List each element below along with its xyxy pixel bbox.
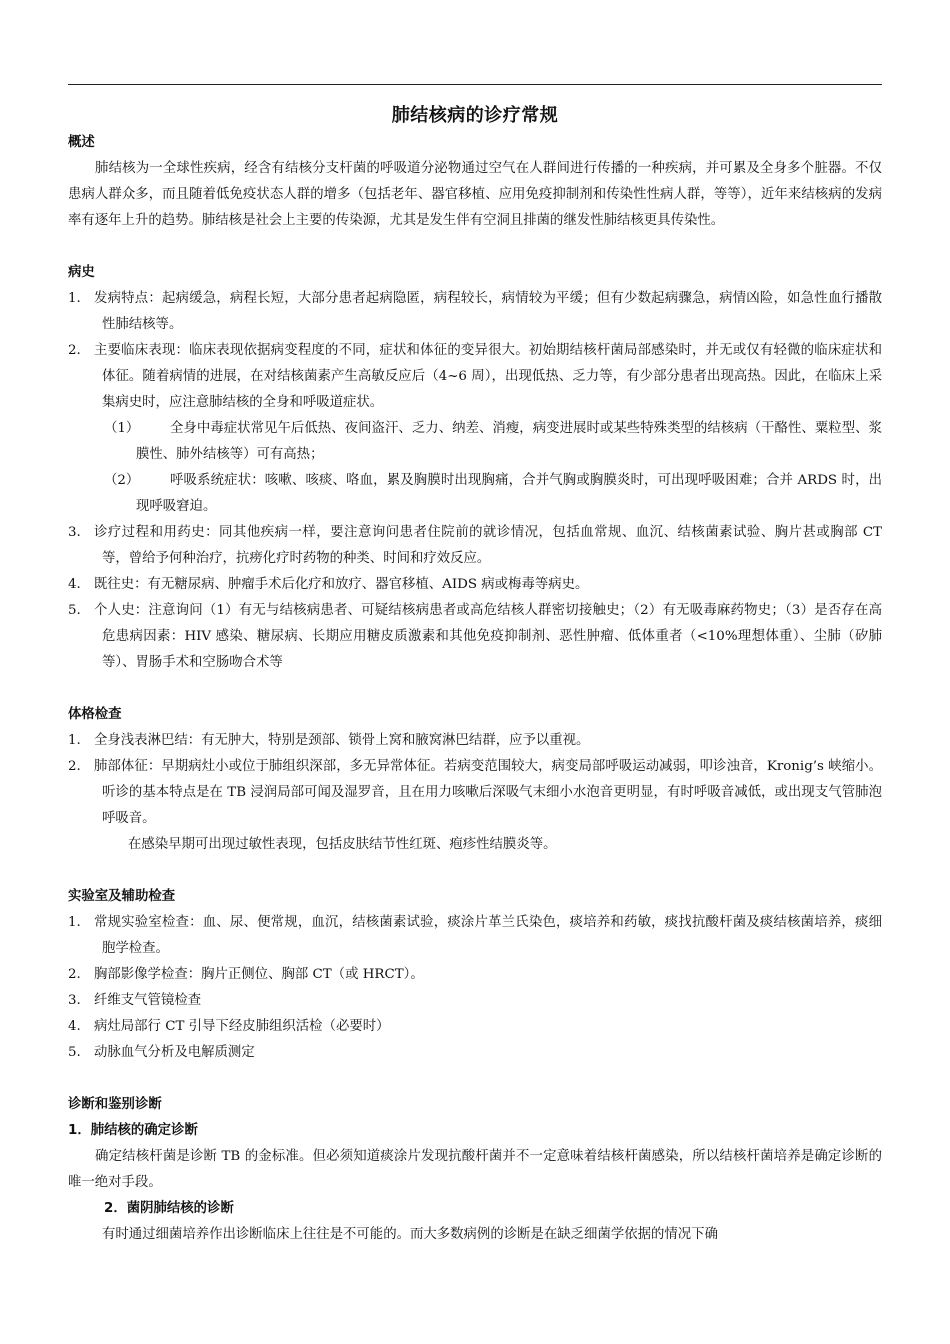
sub-list-item-text: 呼吸系统症状：咳嗽、咳痰、咯血，累及胸膜时出现胸痛，合并气胸或胸膜炎时，可出现呼吸困难；合并 ARDS 时，出现呼吸窘迫。 [136, 473, 882, 514]
smear-negative-paragraph: 有时通过细菌培养作出诊断临床上往往是不可能的。而大多数病例的诊断是在缺乏细菌学依据的情况下确 [102, 1227, 718, 1242]
sub-list-item [68, 416, 882, 468]
section-heading-diagnosis: 诊断和鉴别诊断 [68, 1097, 162, 1112]
list-item [68, 520, 882, 572]
overview-paragraph: 肺结核为一全球性疾病，经含有结核分支杆菌的呼吸道分泌物通过空气在人群间进行传播的一种疾病，并可累及全身多个脏器。不仅患病人群众多，而且随着低免疫状态人群的增多（包括老年、器官移植、应用免疫抑制剂和传染性性病人群，等等），近年来结核病的发病率有逐年上升的趋势。肺结核是社会上主要的传染源，尤其是发生伴有空洞且排菌的继发性肺结核更具传染性。 [68, 161, 882, 228]
list-item-number: 2. [68, 759, 81, 774]
list-item-text: 主要临床表现：临床表现依据病变程度的不同，症状和体征的变异很大。初始期结核杆菌局部感染时，并无或仅有轻微的临床症状和体征。随着病情的进展，在对结核菌素产生高敏反应后（4~6 周），出现低热、乏力等，有少部分患者出现高热。因此，在临床上采集病史时，应注意肺结核的全身和呼吸道症状。 [94, 343, 882, 410]
list-item-text: 肺部体征：早期病灶小或位于肺组织深部，多无异常体征。若病变范围较大，病变局部呼吸运动减弱，叩诊浊音，Kronig’s 峡缩小。听诊的基本特点是在 TB 浸润局部可闻及湿罗音，且在用力咳嗽后深吸气末细小水泡音更明显，有时呼吸音减低，或出现支气管肺泡呼吸音。 [94, 759, 882, 826]
section-heading-overview: 概述 [68, 135, 95, 150]
list-item-number: 4. [68, 1019, 81, 1034]
list-item-number: 2. [68, 343, 81, 358]
list-item-number: 2. [68, 967, 81, 982]
section-heading-physical-exam: 体格检查 [68, 707, 122, 722]
list-item-text: 发病特点：起病缓急，病程长短，大部分患者起病隐匿，病程较长，病情较为平缓；但有少数起病骤急，病情凶险，如急性血行播散性肺结核等。 [94, 291, 882, 332]
list-item [68, 728, 882, 754]
physical-exam-note: 在感染早期可出现过敏性表现，包括皮肤结节性红斑、疱疹性结膜炎等。 [128, 837, 557, 852]
list-item-number: 3. [68, 993, 81, 1008]
list-item-text: 既往史：有无糖尿病、肿瘤手术后化疗和放疗、器官移植、AIDS 病或梅毒等病史。 [94, 577, 589, 592]
list-item-number: 5. [68, 603, 81, 618]
list-item-number: 1. [68, 733, 81, 748]
list-item [68, 910, 882, 962]
list-item [68, 1014, 882, 1040]
subsection-heading-smear-negative: 2．菌阴肺结核的诊断 [104, 1201, 234, 1216]
section-heading-history: 病史 [68, 265, 95, 280]
list-item-text: 胸部影像学检查：胸片正侧位、胸部 CT（或 HRCT）。 [94, 967, 424, 982]
sub-list-item-number: （1） [104, 421, 140, 436]
list-item-text: 病灶局部行 CT 引导下经皮肺组织活检（必要时） [94, 1019, 390, 1034]
list-item-number: 4. [68, 577, 81, 592]
list-item-number: 1. [68, 291, 81, 306]
definite-diagnosis-paragraph: 确定结核杆菌是诊断 TB 的金标准。但必须知道痰涂片发现抗酸杆菌并不一定意味着结核杆菌感染，所以结核杆菌培养是确定诊断的唯一绝对手段。 [68, 1149, 882, 1190]
list-item [68, 1040, 882, 1066]
list-item-number: 3. [68, 525, 81, 540]
list-item-number: 1. [68, 915, 81, 930]
list-item [68, 598, 882, 676]
list-item [68, 286, 882, 338]
document-body [68, 130, 882, 1248]
list-item-text: 诊疗过程和用药史：同其他疾病一样，要注意询问患者住院前的就诊情况，包括血常规、血沉、结核菌素试验、胸片甚或胸部 CT 等，曾给予何种治疗，抗痨化疗时药物的种类、时间和疗效反应。 [94, 525, 882, 566]
list-item [68, 572, 882, 598]
list-item [68, 754, 882, 832]
list-item [68, 962, 882, 988]
list-item-text: 全身浅表淋巴结：有无肿大，特别是颈部、锁骨上窝和腋窝淋巴结群，应予以重视。 [94, 733, 590, 748]
list-item [68, 988, 882, 1014]
list-item-text: 常规实验室检查：血、尿、便常规，血沉，结核菌素试验，痰涂片革兰氏染色，痰培养和药敏，痰找抗酸杆菌及痰结核菌培养，痰细胞学检查。 [94, 915, 882, 956]
list-item [68, 338, 882, 416]
sub-list-item-number: （2） [104, 473, 140, 488]
list-item-number: 5. [68, 1045, 81, 1060]
document-title: 肺结核病的诊疗常规 [391, 105, 559, 126]
sub-list-item-text: 全身中毒症状常见午后低热、夜间盗汗、乏力、纳差、消瘦，病变进展时或某些特殊类型的结核病（干酪性、粟粒型、浆膜性、肺外结核等）可有高热； [136, 421, 882, 462]
list-item-text: 动脉血气分析及电解质测定 [94, 1045, 255, 1060]
list-item-text: 纤维支气管镜检查 [94, 993, 202, 1008]
header-rule [68, 84, 882, 85]
list-item-text: 个人史：注意询问（1）有无与结核病患者、可疑结核病患者或高危结核人群密切接触史；（2）有无吸毒麻药物史；（3）是否存在高危患病因素：HIV 感染、糖尿病、长期应用糖皮质激素和其他免疫抑制剂、恶性肿瘤、低体重者（<10%理想体重）、尘肺（矽肺等）、胃肠手术和空肠吻合术等 [94, 603, 882, 670]
sub-list-item [68, 468, 882, 520]
section-heading-lab-tests: 实验室及辅助检查 [68, 889, 176, 904]
subsection-heading-definite-diagnosis: 1．肺结核的确定诊断 [68, 1123, 198, 1138]
